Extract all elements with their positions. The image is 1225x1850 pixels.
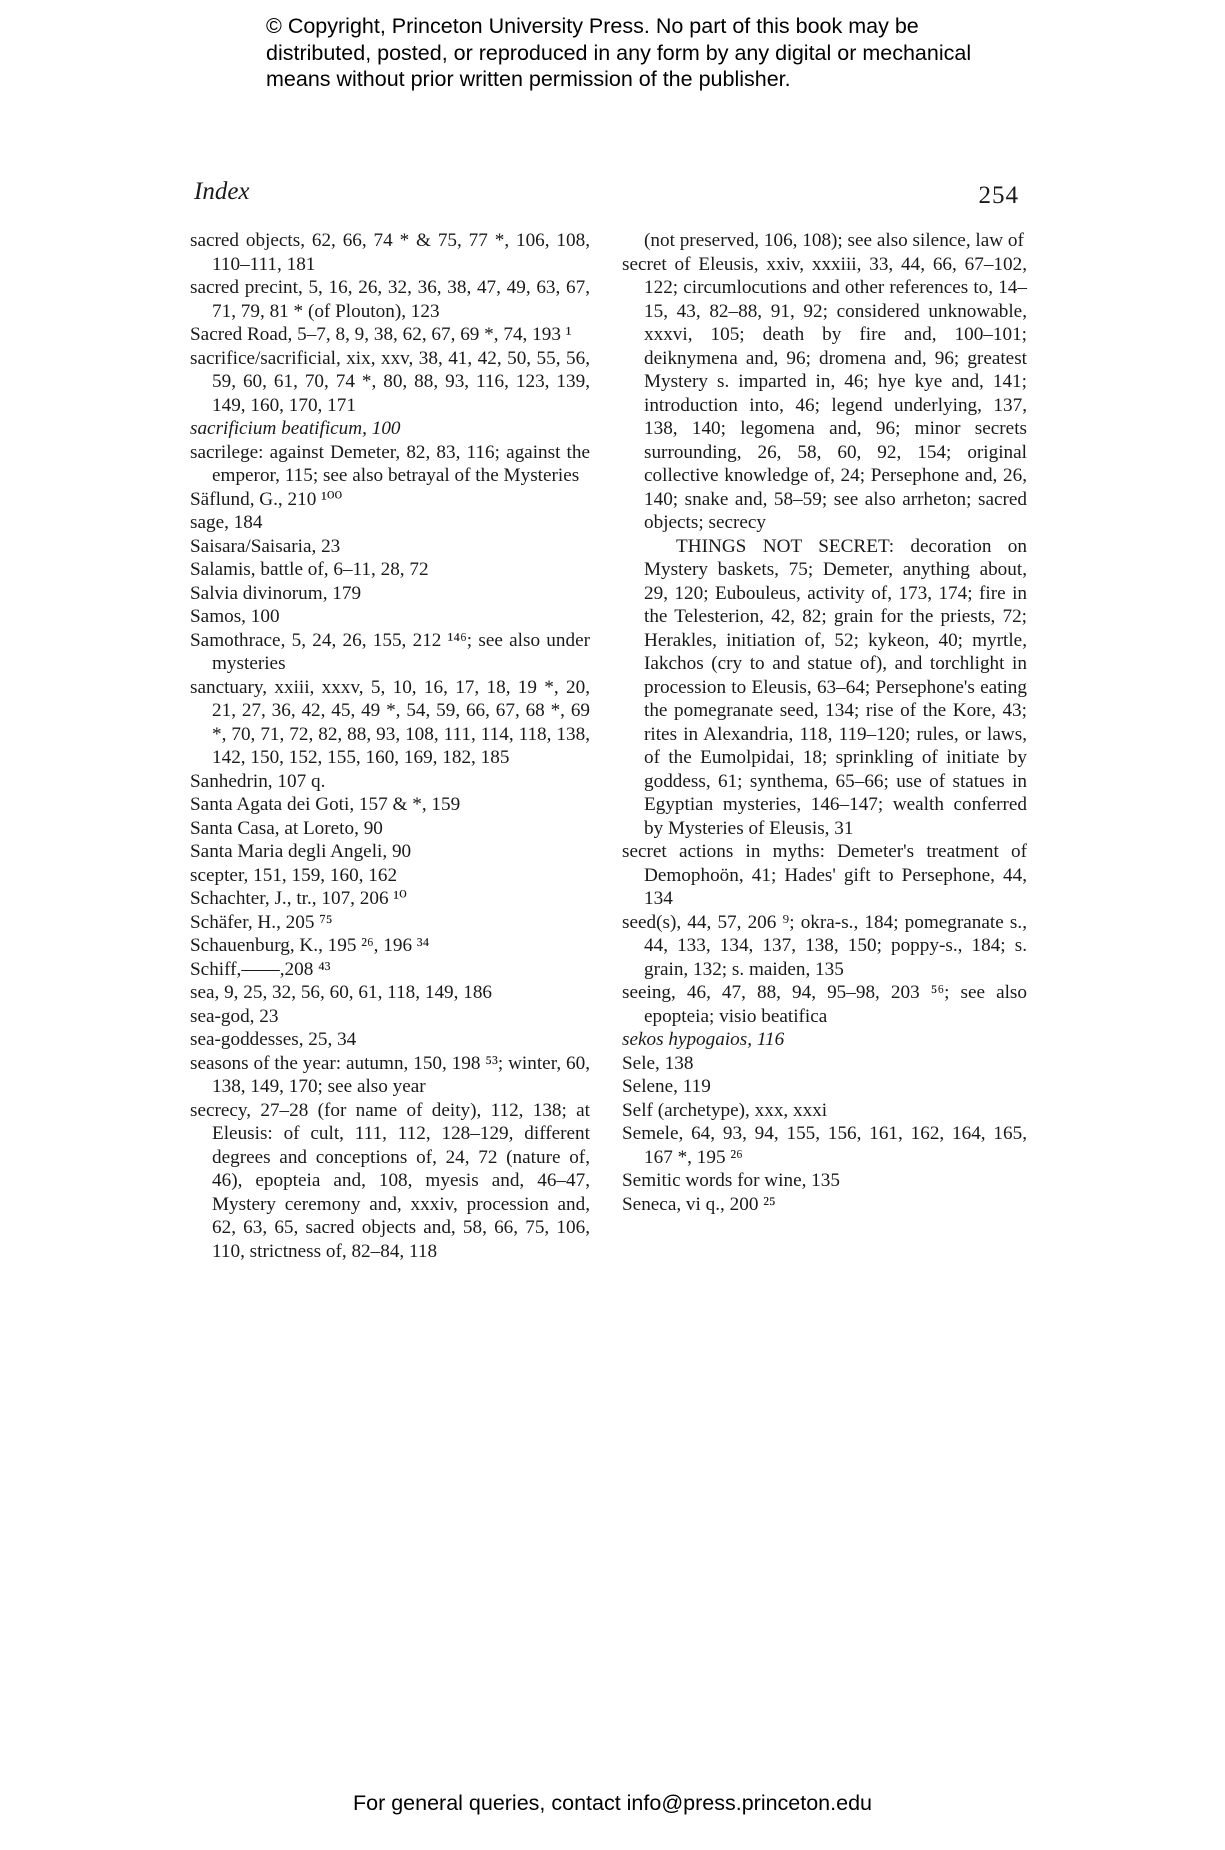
index-entry: secret of Eleusis, xxiv, xxxiii, 33, 44, 66, 67–102, 122; circumlocutions and other references to, 14–15, 43, 82–88, 91, 92; considered unknowable, xxxvi, 105; death by fire and, 100–101; deiknymena and, 96; dromena and, 96; greatest Mystery s. imparted in, 46; hye kye and, 141; introduction into, 46; legend underlying, 137, 138, 140; legomena and, 96; minor secrets surrounding, 26, 58, 60, 92, 154; original collective knowledge of, 24; Persephone and, 26, 140; snake and, 58–59; see also arrheton; sacred objects; secrecy — [622, 253, 1027, 533]
index-entry: Samos, 100 — [190, 606, 280, 627]
index-entry: Schachter, J., tr., 107, 206 ¹⁰ — [190, 888, 407, 909]
index-entry: sage, 184 — [190, 512, 263, 533]
index-entry: Säflund, G., 210 ¹⁰⁰ — [190, 488, 343, 510]
index-entry: seeing, 46, 47, 88, 94, 95–98, 203 ⁵⁶; see also epopteia; visio beatifica — [622, 982, 1027, 1027]
index-entry: Self (archetype), xxx, xxxi — [622, 1099, 828, 1121]
index-column-left — [190, 229, 590, 1263]
copyright-line: means without prior written permission of the publisher. — [266, 67, 791, 91]
index-entry: Semele, 64, 93, 94, 155, 156, 161, 162, 164, 165, 167 *, 195 ²⁶ — [622, 1123, 1027, 1168]
index-entry: sacrifice/sacrificial, xix, xxv, 38, 41, 42, 50, 55, 56, 59, 60, 61, 70, 74 *, 80, 88, 93, 116, 123, 139, 149, 160, 170, 171 — [190, 347, 590, 416]
index-entry: Salvia divinorum, 179 — [190, 582, 362, 604]
running-head — [194, 178, 1019, 208]
index-entry: seed(s), 44, 57, 206 ⁹; okra-s., 184; pomegranate s., 44, 133, 134, 137, 138, 150; poppy-s., 184; s. grain, 132; s. maiden, 135 — [622, 911, 1027, 980]
index-entry: sanctuary, xxiii, xxxv, 5, 10, 16, 17, 18, 19 *, 20, 21, 27, 36, 42, 45, 49 *, 54, 59, 66, 67, 68 *, 69 *, 70, 71, 72, 82, 88, 93, 108, 111, 114, 118, 138, 142, 150, 152, 155, 160, 169, 182, 185 — [190, 676, 590, 768]
copyright-line: © Copyright, Princeton University Press. No part of this book may be — [266, 14, 919, 38]
footer-contact: For general queries, contact info@press.princeton.edu — [352, 1791, 872, 1815]
index-entry: sea-god, 23 — [190, 1005, 279, 1027]
index-entry: Salamis, battle of, 6–11, 28, 72 — [190, 559, 429, 580]
index-entry: Schäfer, H., 205 ⁷⁵ — [190, 911, 333, 933]
index-entry: sea, 9, 25, 32, 56, 60, 61, 118, 149, 186 — [190, 982, 493, 1003]
index-entry: Semitic words for wine, 135 — [622, 1170, 840, 1191]
index-subentry: THINGS NOT SECRET: decoration on Mystery baskets, 75; Demeter, anything about, 29, 120; Eubouleus, activity of, 173, 174; fire in the Telesterion, 42, 82; grain for the priests, 72; Herakles, initiation of, 52; kykeon, 40; myrtle, Iakchos (cry to and statue of), and torchlight in procession to Eleusis, 63–64; Persephone's eating the pomegranate seed, 134; rise of the Kore, 43; rites in Alexandria, 118, 119–120; rules, or laws, of the Eumolpidai, 18; sprinkling of initiate by goddess, 61; synthema, 65–66; use of statues in Egyptian mysteries, 146–147; wealth conferred by Mysteries of Eleusis, 31 — [644, 535, 1027, 839]
index-entry: secret actions in myths: Demeter's treatment of Demophoön, 41; Hades' gift to Persephone, 44, 134 — [622, 841, 1027, 909]
index-entry: Saisara/Saisaria, 23 — [190, 535, 341, 557]
index-entry: (not preserved, 106, 108); see also silence, law of — [644, 230, 1024, 251]
index-column-right — [622, 229, 1027, 1216]
index-entry: sacrificium beatificum, 100 — [190, 418, 401, 439]
page-number: 254 — [978, 182, 1019, 209]
index-entry: seasons of the year: autumn, 150, 198 ⁵³; winter, 60, 138, 149, 170; see also year — [190, 1052, 590, 1097]
copyright-line: distributed, posted, or reproduced in any form by any digital or mechanical — [266, 40, 972, 65]
index-entry: secrecy, 27–28 (for name of deity), 112, 138; at Eleusis: of cult, 111, 112, 128–129, different degrees and conceptions of, 24, 72 (nature of, 46), epopteia and, 108, myesis and, 46–47, Mystery ceremony and, xxxiv, procession and, 62, 63, 65, sacred objects and, 58, 66, 75, 106, 110, strictness of, 82–84, 118 — [190, 1099, 590, 1262]
index-entry: Samothrace, 5, 24, 26, 155, 212 ¹⁴⁶; see also under mysteries — [190, 629, 590, 674]
index-entry: Selene, 119 — [622, 1076, 711, 1097]
index-entry: sekos hypogaios, 116 — [622, 1029, 785, 1050]
copyright-notice — [266, 13, 1026, 93]
index-entry: Sacred Road, 5–7, 8, 9, 38, 62, 67, 69 *, 74, 193 ¹ — [190, 324, 572, 345]
index-entry: Schiff,——,208 ⁴³ — [190, 958, 331, 980]
index-entry: sea-goddesses, 25, 34 — [190, 1029, 357, 1050]
index-entry: sacred precint, 5, 16, 26, 32, 36, 38, 47, 49, 63, 67, 71, 79, 81 * (of Plouton), 123 — [190, 277, 590, 322]
index-entry: scepter, 151, 159, 160, 162 — [190, 864, 398, 886]
index-entry: Santa Agata dei Goti, 157 & *, 159 — [190, 794, 461, 815]
index-entry: sacrilege: against Demeter, 82, 83, 116; against the emperor, 115; see also betrayal of the Mysteries — [190, 441, 590, 486]
index-entry: sacred objects, 62, 66, 74 * & 75, 77 *, 106, 108, 110–111, 181 — [190, 230, 590, 275]
index-entry: Santa Casa, at Loreto, 90 — [190, 817, 383, 839]
index-entry: Schauenburg, K., 195 ²⁶, 196 ³⁴ — [190, 935, 430, 956]
page-title: Index — [194, 178, 250, 205]
index-entry: Seneca, vi q., 200 ²⁵ — [622, 1193, 776, 1215]
index-entry: Santa Maria degli Angeli, 90 — [190, 841, 412, 862]
index-entry: Sanhedrin, 107 q. — [190, 770, 326, 792]
index-entry: Sele, 138 — [622, 1052, 694, 1074]
